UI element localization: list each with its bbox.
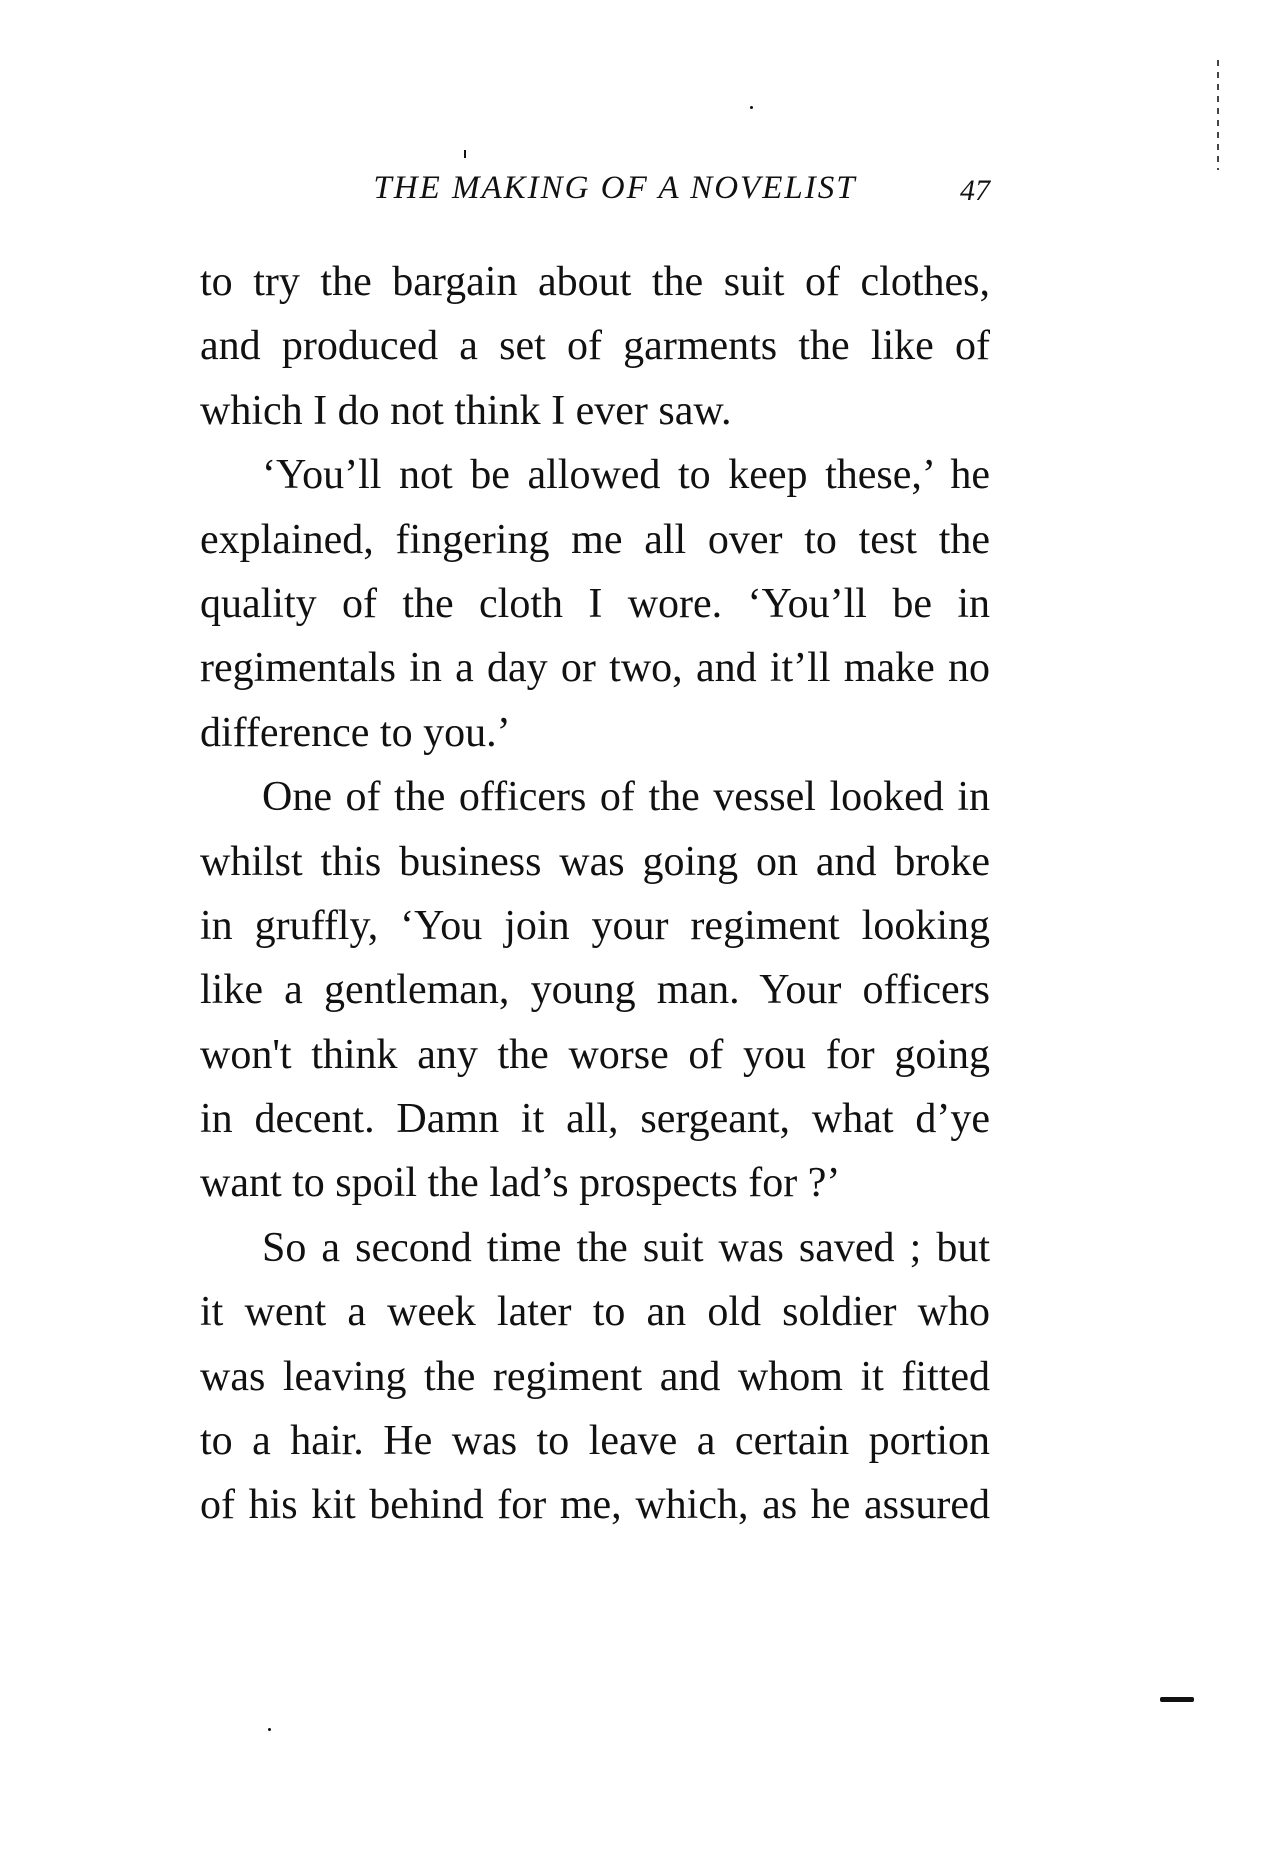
- body-text: [200, 250, 990, 1538]
- printer-mark: [1160, 1697, 1194, 1702]
- ink-speck: [464, 150, 466, 158]
- text-line: of his kit behind for me, which, as he assured: [200, 1482, 990, 1529]
- text-line: One of the officers of the vessel looked in: [262, 774, 990, 821]
- text-line: which I do not think I ever saw.: [200, 387, 732, 434]
- text-line: regimentals in a day or two, and it’ll make no: [200, 645, 990, 692]
- text-line: quality of the cloth I wore. ‘You’ll be in: [200, 580, 990, 627]
- text-line: ‘You’ll not be allowed to keep these,’ he: [262, 452, 990, 499]
- text-line: to a hair. He was to leave a certain portion: [200, 1418, 990, 1465]
- text-line: and produced a set of garments the like of: [200, 323, 990, 370]
- text-line: in gruffly, ‘You join your regiment looking: [200, 902, 990, 949]
- ink-speck: [750, 106, 753, 109]
- paragraph: [200, 1216, 990, 1538]
- page-number: 47: [960, 174, 990, 207]
- paragraph: [200, 443, 990, 765]
- text-line: was leaving the regiment and whom it fitted: [200, 1353, 990, 1400]
- text-line: in decent. Damn it all, sergeant, what d’ye: [200, 1096, 990, 1143]
- text-line: it went a week later to an old soldier who: [200, 1289, 990, 1336]
- text-line: explained, fingering me all over to test the: [200, 516, 990, 563]
- text-line: difference to you.’: [200, 709, 511, 756]
- text-line: to try the bargain about the suit of clothes,: [200, 259, 990, 305]
- paragraph: [200, 765, 990, 1216]
- text-line: whilst this business was going on and broke: [200, 838, 990, 885]
- paragraph: [200, 250, 990, 443]
- text-line: want to spoil the lad’s prospects for ?’: [200, 1160, 841, 1207]
- text-line: won't think any the worse of you for going: [200, 1031, 990, 1078]
- ink-speck: [268, 1728, 271, 1731]
- running-head: [200, 170, 990, 220]
- text-line: So a second time the suit was saved ; but: [262, 1224, 990, 1271]
- running-title: THE MAKING OF A NOVELIST: [373, 170, 857, 206]
- page-edge-mark: [1217, 60, 1219, 170]
- text-line: like a gentleman, young man. Your officers: [200, 967, 990, 1014]
